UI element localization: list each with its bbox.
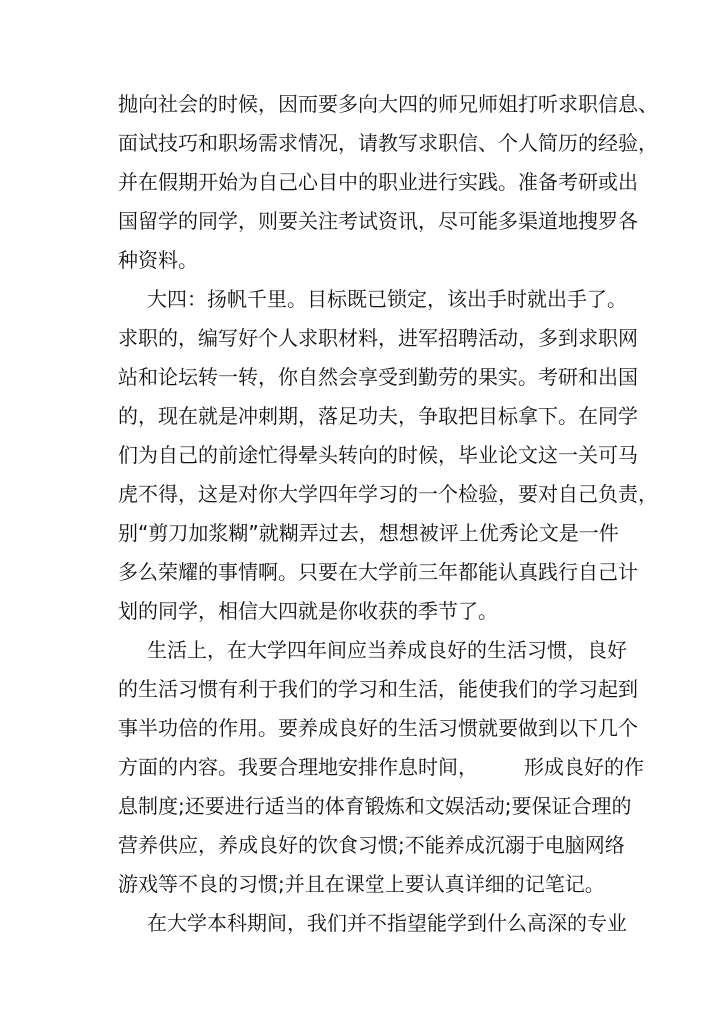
text-line: 息制度;还要进行适当的体育锻炼和文娱活动;要保证合理的 [118,794,632,818]
text-line: 的，现在就是冲刺期，落足功夫，争取把目标拿下。在同学 [118,404,638,428]
text-line [118,750,644,784]
text-line: 划的同学，相信大四就是你收获的季节了。 [118,599,498,623]
text-line: 虎不得，这是对你大学四年学习的一个检验，要对自己负责， [118,482,658,506]
text-line: 多么荣耀的事情啊。只要在大学前三年都能认真践行自己计 [118,560,638,584]
text-line: 营养供应，养成良好的饮食习惯;不能养成沉溺于电脑网络 [118,833,625,857]
text-line: 求职的，编写好个人求职材料，进军招聘活动，多到求职网 [118,326,638,350]
text-line: 生活上，在大学四年间应当养成良好的生活习惯，良好 [147,638,627,662]
text-segment: 方面的内容。我要合理地安排作息时间， [118,755,478,779]
text-line: 事半功倍的作用。要养成良好的生活习惯就要做到以下几个 [118,716,638,740]
text-line: 国留学的同学，则要关注考试资讯，尽可能多渠道地搜罗各 [118,209,638,233]
text-line: 游戏等不良的习惯;并且在课堂上要认真详细的记笔记。 [118,872,605,896]
text-line: 站和论坛转一转，你自然会享受到勤劳的果实。考研和出国 [118,365,638,389]
text-line: 种资料。 [118,248,198,272]
text-line: 别“剪刀加浆糊”就糊弄过去，想想被评上优秀论文是一件 [118,521,619,545]
text-segment: 形成良好的作 [524,755,644,779]
text-line: 面试技巧和职场需求情况，请教写求职信、个人简历的经验， [118,131,658,155]
text-line: 大四：扬帆千里。目标既已锁定，该出手时就出手了。 [147,287,627,311]
text-line: 在大学本科期间，我们并不指望能学到什么高深的专业 [147,911,627,935]
text-line: 们为自己的前途忙得晕头转向的时候，毕业论文这一关可马 [118,443,638,467]
text-line: 抛向社会的时候，因而要多向大四的师兄师姐打听求职信息、 [118,92,658,116]
text-line: 的生活习惯有利于我们的学习和生活，能使我们的学习起到 [118,677,638,701]
text-line: 并在假期开始为自己心目中的职业进行实践。准备考研或出 [118,170,638,194]
